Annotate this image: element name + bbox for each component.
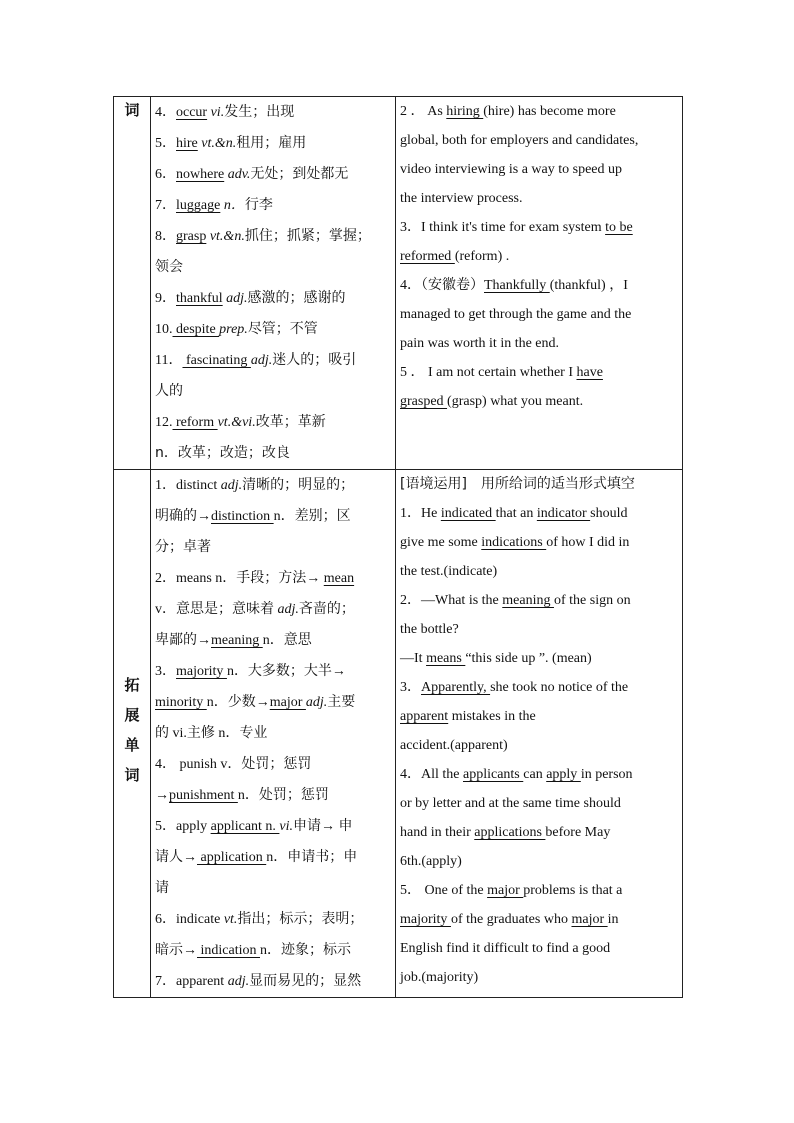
line-text: 请 bbox=[155, 881, 169, 896]
answer-blank: applications bbox=[474, 825, 546, 840]
line-text: → bbox=[155, 788, 169, 803]
answer-blank: application bbox=[197, 850, 267, 865]
exercise-line bbox=[400, 702, 676, 731]
word-item bbox=[155, 407, 389, 438]
answer-blank: apparent bbox=[400, 709, 449, 724]
part-of-speech: adj. bbox=[250, 353, 273, 368]
word-meaning: 尽管；不管 bbox=[247, 321, 318, 337]
item-number: 10. bbox=[155, 322, 173, 337]
exercise-line bbox=[400, 499, 676, 528]
line-text: of how I did in bbox=[546, 535, 630, 550]
line-text: n．意思 bbox=[262, 633, 312, 648]
line-text: n．大多数；大半→ bbox=[226, 664, 346, 679]
answer-blank: Thankfully bbox=[484, 278, 550, 293]
line-text: 卑鄙的→ bbox=[155, 633, 211, 648]
word-entry-line bbox=[155, 873, 389, 904]
answer-blank: majority bbox=[176, 664, 227, 679]
exercise-line bbox=[400, 213, 676, 242]
part-of-speech: adj. bbox=[220, 478, 243, 493]
side-label-cell-extended bbox=[114, 470, 151, 998]
answer-blank: fascinating bbox=[182, 353, 251, 368]
exercise-line bbox=[400, 126, 676, 155]
side-label-char: 展 bbox=[124, 706, 140, 724]
word-entry-line bbox=[155, 594, 389, 625]
exercise-line bbox=[400, 97, 676, 126]
answer-blank: indicated bbox=[440, 506, 496, 521]
line-text: mistakes in the bbox=[448, 709, 536, 724]
word-item bbox=[155, 283, 389, 314]
exercise-line bbox=[400, 963, 676, 992]
part-of-speech: vi. bbox=[279, 819, 294, 834]
word-entry-line bbox=[155, 904, 389, 935]
answer-blank: despite bbox=[172, 322, 220, 337]
answer-blank: meaning bbox=[502, 593, 554, 608]
line-text: of the sign on bbox=[553, 593, 631, 608]
word-meaning: 无处；到处都无 bbox=[250, 166, 349, 182]
line-text: n．差别；区 bbox=[273, 509, 351, 524]
line-text: accident.(apparent) bbox=[400, 738, 508, 753]
exercise-line bbox=[400, 905, 676, 934]
answer-blank: grasped bbox=[400, 394, 448, 409]
item-number: 12. bbox=[155, 415, 173, 430]
line-text: before May bbox=[545, 825, 611, 840]
answer-blank: apply bbox=[546, 767, 581, 782]
answer-blank: grasp bbox=[176, 229, 207, 244]
exercise-line bbox=[400, 876, 676, 905]
answer-blank: applicants bbox=[463, 767, 524, 782]
answer-blank: major bbox=[487, 883, 524, 898]
word-entry-line bbox=[155, 935, 389, 966]
exercise-line bbox=[400, 271, 676, 300]
part-of-speech: adj. bbox=[227, 974, 250, 989]
exercise-line bbox=[400, 358, 676, 387]
word-item bbox=[155, 128, 389, 159]
line-text: 2 ． As bbox=[400, 104, 447, 119]
part-of-speech: vt.&n. bbox=[201, 136, 237, 151]
word-meaning: 行李 bbox=[244, 197, 273, 213]
answer-blank: indications bbox=[481, 535, 547, 550]
line-text: should bbox=[590, 506, 628, 521]
word-item-continued bbox=[155, 438, 389, 469]
answer-blank: major bbox=[269, 695, 306, 710]
word-entry-line bbox=[155, 563, 389, 594]
line-text: 吝啬的； bbox=[298, 602, 355, 617]
answer-blank: nowhere bbox=[176, 167, 225, 182]
side-label-char: 拓 bbox=[124, 676, 140, 694]
line-text: 暗示→ bbox=[155, 943, 197, 958]
part-of-speech: adj. bbox=[226, 291, 248, 306]
item-number: 5． bbox=[155, 136, 176, 151]
word-entry-line bbox=[155, 656, 389, 687]
answer-blank: luggage bbox=[176, 198, 221, 213]
line-text: managed to get through the game and the bbox=[400, 307, 632, 322]
line-text: 3． bbox=[400, 680, 421, 695]
answer-blank: mean bbox=[323, 571, 355, 586]
line-text: 明确的→ bbox=[155, 509, 211, 524]
answer-blank: occur bbox=[176, 105, 208, 120]
exercise-line bbox=[400, 528, 676, 557]
line-text: 1．distinct bbox=[155, 478, 221, 493]
line-text: 4．All the bbox=[400, 767, 463, 782]
exercise-list bbox=[396, 97, 682, 416]
answer-blank: distinction bbox=[211, 509, 274, 524]
exercise-line bbox=[400, 673, 676, 702]
part-of-speech: adv. bbox=[227, 167, 251, 182]
answer-blank: majority bbox=[400, 912, 451, 927]
word-meaning: 租用；雇用 bbox=[236, 135, 307, 151]
table-row-vocab bbox=[114, 97, 683, 470]
vocab-table bbox=[113, 96, 683, 998]
table-row-extended bbox=[114, 470, 683, 998]
answer-blank: meaning bbox=[211, 633, 263, 648]
exercise-line bbox=[400, 818, 676, 847]
line-text: in person bbox=[580, 767, 633, 782]
line-text: hand in their bbox=[400, 825, 475, 840]
exercise-line bbox=[400, 557, 676, 586]
part-of-speech: vt.&vi. bbox=[217, 415, 256, 430]
line-text: English find it difficult to find a good bbox=[400, 941, 611, 956]
exercise-line bbox=[400, 329, 676, 358]
exercise-line bbox=[400, 789, 676, 818]
word-item bbox=[155, 221, 389, 252]
exercise-line bbox=[400, 586, 676, 615]
line-text: 4．（安徽卷） bbox=[400, 278, 484, 293]
line-text: 5．apply bbox=[155, 819, 211, 834]
line-text: (reform) . bbox=[454, 249, 510, 264]
word-meaning: 迷人的；吸引 bbox=[272, 352, 357, 368]
answer-blank: reform bbox=[172, 415, 218, 430]
exercise-line bbox=[400, 155, 676, 184]
word-meaning: 抓住；抓紧；掌握； bbox=[244, 228, 371, 244]
word-entry-line bbox=[155, 687, 389, 718]
line-text: 2．—What is the bbox=[400, 593, 503, 608]
line-text: 申 bbox=[335, 819, 353, 834]
exercise-cell bbox=[396, 97, 683, 470]
line-text: job.(majority) bbox=[400, 970, 479, 985]
line-text: video interviewing is a way to speed up bbox=[400, 162, 623, 177]
word-entry-line bbox=[155, 842, 389, 873]
line-text: 申请→ bbox=[293, 819, 336, 834]
line-text: of the graduates who bbox=[450, 912, 572, 927]
extended-word-list bbox=[151, 470, 395, 997]
line-text: v．意思是；意味着 bbox=[155, 602, 278, 617]
part-of-speech: adj. bbox=[277, 602, 299, 617]
word-meaning: 发生；出现 bbox=[224, 104, 295, 120]
line-text: that an bbox=[495, 506, 537, 521]
exercise-line bbox=[400, 387, 676, 416]
line-text: n．迹象；标示 bbox=[260, 943, 351, 958]
line-text: (thankful) ，I bbox=[549, 278, 628, 293]
extended-word-cell bbox=[151, 470, 396, 998]
answer-blank: indicator bbox=[536, 506, 591, 521]
side-label-cell bbox=[114, 97, 151, 470]
line-text: (hire) has become more bbox=[483, 104, 616, 119]
word-entry-line bbox=[155, 470, 389, 501]
answer-blank: to be bbox=[605, 220, 633, 235]
line-text: 2．means n．手段；方法→ bbox=[155, 571, 324, 586]
word-meaning: 人的 bbox=[155, 383, 183, 399]
word-entry-line bbox=[155, 718, 389, 749]
answer-blank: thankful bbox=[176, 291, 223, 306]
item-number: 8． bbox=[155, 229, 176, 244]
line-text: can bbox=[523, 767, 547, 782]
line-text: 3．I think it's time for exam system bbox=[400, 220, 606, 235]
side-label-char: 单 bbox=[124, 736, 140, 754]
line-text: the interview process. bbox=[400, 191, 523, 206]
answer-blank: indication bbox=[197, 943, 260, 958]
word-item-continued bbox=[155, 252, 389, 283]
word-item bbox=[155, 314, 389, 345]
answer-blank: hire bbox=[176, 136, 198, 151]
word-item bbox=[155, 190, 389, 221]
answer-blank: hiring bbox=[446, 104, 484, 119]
item-number: 7． bbox=[155, 198, 176, 213]
line-text: 3． bbox=[155, 664, 176, 679]
line-text: 6．indicate bbox=[155, 912, 224, 927]
word-entry-line bbox=[155, 501, 389, 532]
answer-blank: reformed bbox=[400, 249, 455, 264]
answer-blank: major bbox=[571, 912, 608, 927]
line-text: global, both for employers and candidates, bbox=[400, 133, 639, 148]
line-text: give me some bbox=[400, 535, 482, 550]
item-number: 9． bbox=[155, 291, 176, 306]
line-text: 分；卓著 bbox=[155, 540, 211, 555]
item-number: 11． bbox=[155, 353, 183, 368]
line-text: 请人→ bbox=[155, 850, 197, 865]
line-text: pain was worth it in the end. bbox=[400, 336, 560, 351]
item-number: 4． bbox=[155, 105, 176, 120]
line-text: “this side up ”. (mean) bbox=[465, 651, 592, 666]
line-text: 4． punish v．处罚；惩罚 bbox=[155, 757, 312, 772]
exercise-line bbox=[400, 760, 676, 789]
word-entry-line bbox=[155, 966, 389, 997]
line-text: 主要 bbox=[327, 695, 356, 710]
line-text: 6th.(apply) bbox=[400, 854, 462, 869]
exercise-line bbox=[400, 615, 676, 644]
line-text: in bbox=[607, 912, 619, 927]
line-text: 清晰的；明显的； bbox=[242, 478, 355, 493]
word-entry-line bbox=[155, 749, 389, 780]
line-text: 7．apparent bbox=[155, 974, 228, 989]
word-meaning: 感激的；感谢的 bbox=[247, 290, 346, 306]
line-text: 指出；标示；表明； bbox=[237, 912, 364, 927]
context-exercise-cell bbox=[396, 470, 683, 998]
word-item bbox=[155, 345, 389, 376]
word-entry-line bbox=[155, 811, 389, 842]
exercise-line bbox=[400, 300, 676, 329]
answer-blank: applicant n. bbox=[210, 819, 280, 834]
exercise-line bbox=[400, 731, 676, 760]
side-label-char: 词 bbox=[124, 766, 140, 784]
word-entry-line bbox=[155, 625, 389, 656]
part-of-speech: vt. bbox=[223, 912, 238, 927]
line-text: 显而易见的；显然 bbox=[249, 974, 362, 989]
part-of-speech: adj. bbox=[305, 695, 328, 710]
line-text: (grasp) what you meant. bbox=[447, 394, 584, 409]
part-of-speech: vt.&n. bbox=[209, 229, 245, 244]
line-text: the test.(indicate) bbox=[400, 564, 498, 579]
line-text: 5 ． I am not certain whether I bbox=[400, 365, 577, 380]
word-entry-line bbox=[155, 532, 389, 563]
exercise-line bbox=[400, 184, 676, 213]
part-of-speech: n． bbox=[223, 198, 245, 213]
word-meaning: 领会 bbox=[155, 259, 183, 275]
answer-blank: means bbox=[426, 651, 466, 666]
word-item bbox=[155, 97, 389, 128]
line-text: problems is that a bbox=[523, 883, 623, 898]
line-text: 的 vi.主修 n．专业 bbox=[155, 726, 268, 741]
line-text: the bottle? bbox=[400, 622, 459, 637]
word-item bbox=[155, 159, 389, 190]
line-text: —It bbox=[400, 651, 427, 666]
word-item-continued bbox=[155, 376, 389, 407]
exercise-line bbox=[400, 847, 676, 876]
word-list-cell bbox=[151, 97, 396, 470]
answer-blank: have bbox=[576, 365, 603, 380]
line-text: n．申请书；申 bbox=[266, 850, 358, 865]
exercise-line bbox=[400, 934, 676, 963]
exercise-heading: [语境运用] 用所给词的适当形式填空 bbox=[400, 476, 635, 492]
context-exercise-list bbox=[396, 470, 682, 992]
side-label: 词 bbox=[124, 101, 140, 119]
line-text: she took no notice of the bbox=[490, 680, 629, 695]
line-text: n．处罚；惩罚 bbox=[237, 788, 329, 803]
answer-blank: Apparently, bbox=[421, 680, 491, 695]
answer-blank: punishment bbox=[169, 788, 238, 803]
word-meaning: n．改革；改造；改良 bbox=[155, 445, 290, 461]
item-number: 6． bbox=[155, 167, 176, 182]
line-text: n．少数→ bbox=[206, 695, 270, 710]
line-text: 1．He bbox=[400, 506, 441, 521]
exercise-line bbox=[400, 644, 676, 673]
part-of-speech: prep. bbox=[219, 322, 248, 337]
side-label-extended bbox=[114, 470, 150, 790]
word-entry-line bbox=[155, 780, 389, 811]
exercise-line bbox=[400, 242, 676, 271]
answer-blank: minority bbox=[155, 695, 207, 710]
line-text: 5． One of the bbox=[400, 883, 488, 898]
part-of-speech: vi. bbox=[210, 105, 225, 120]
line-text: or by letter and at the same time should bbox=[400, 796, 621, 811]
word-meaning: 改革；革新 bbox=[255, 414, 326, 430]
word-list bbox=[151, 97, 395, 469]
